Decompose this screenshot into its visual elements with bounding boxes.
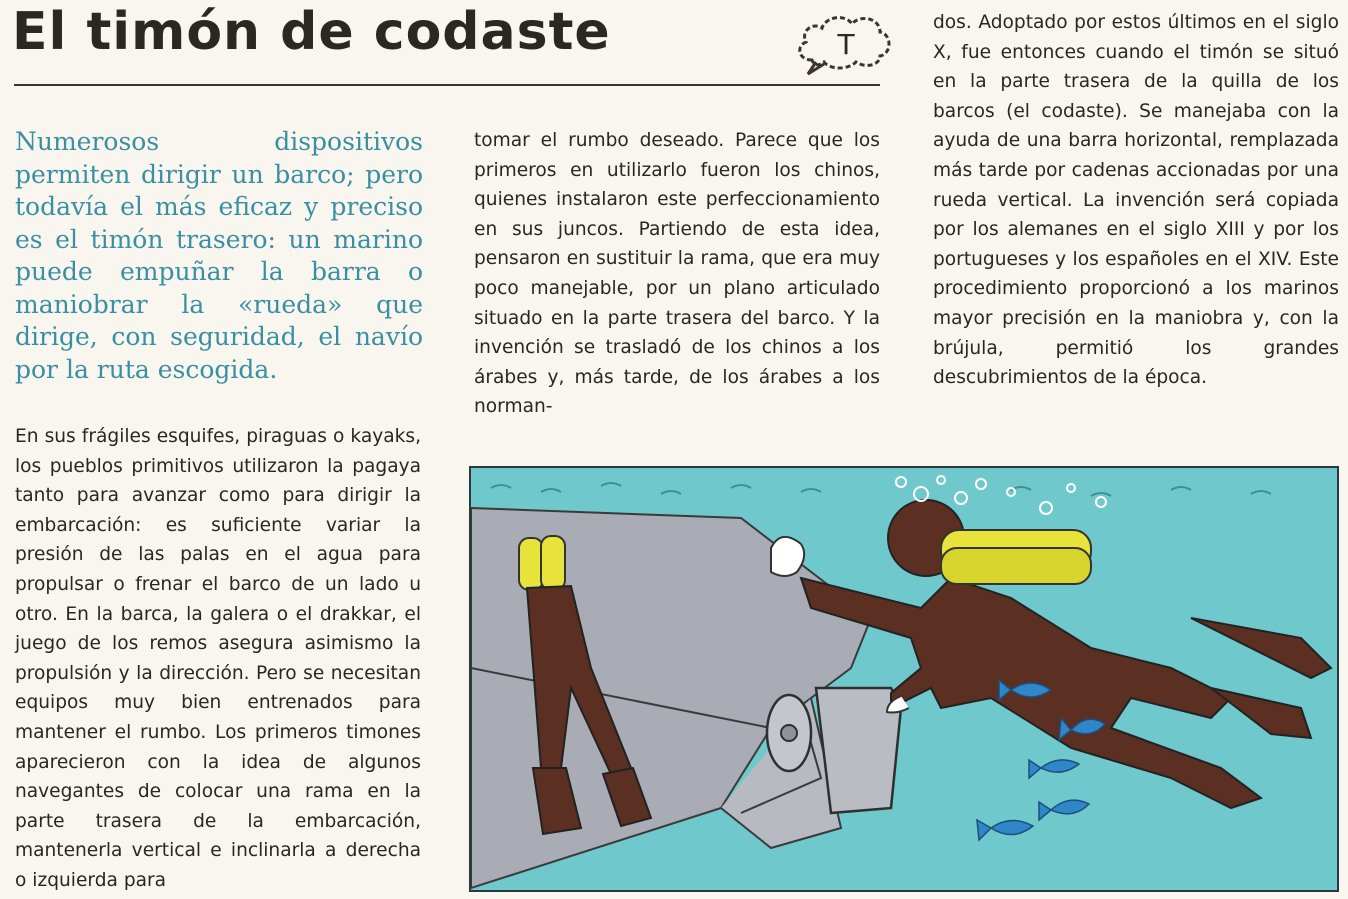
page-title: El timón de codaste	[12, 2, 611, 62]
diver-rudder-illustration	[469, 466, 1339, 892]
lead-paragraph: Numerosos dispositivos permiten dirigir un barco; pero todavía el más eficaz y preciso es el timón trasero: un marino puede empuñar la barra o maniobrar la «rueda» que dirige, con seguridad, el navío por la ruta escogida.	[15, 127, 423, 384]
water-surface-lines	[491, 483, 1271, 496]
cloud-icon	[794, 10, 894, 78]
title-rule	[14, 84, 880, 86]
body-column-2: tomar el rumbo deseado. Parece que los primeros en utilizarlo fueron los chinos, quienes instalaron este perfeccionamiento en sus juncos. Partiendo de esta idea, pensaron en sustituir la rama, que era muy poco manejable, por un plano articulado situado en la parte trasera del barco. Y la invención se trasladó de los chinos a los árabes y, más tarde, de los árabes a los norman-	[474, 130, 880, 418]
body-column-3: dos. Adoptado por estos últimos en el siglo X, fue entonces cuando el timón se situó en la parte trasera de la quilla de los barcos (el codaste). Se manejaba con la ayuda de una barra horizontal, remplazada más tarde por cadenas accionadas por una rueda vertical. La invención será copiada por los alemanes en el siglo XIII y por los portugueses y los españoles en el XIV. Este procedimiento proporcionó a los marinos mayor precisión en la maniobra y, con la brújula, permitió los grandes descubrimientos de la época.	[933, 12, 1339, 389]
badge-letter: T	[837, 28, 855, 61]
topic-badge	[794, 10, 894, 78]
body-column-1: En sus frágiles esquifes, piraguas o kayaks, los pueblos primitivos utilizaron la pagaya tanto para avanzar como para dirigir la embarcación: es suficiente variar la presión de las palas en el agua para propulsar o frenar el barco de un lado u otro. En la barca, la galera o el drakkar, el juego de los remos asegura asimismo la propulsión y la dirección. Pero se necesitan equipos muy bien entrenados para mantener el rumbo. Los primeros timones aparecieron con la idea de algunos navegantes de colocar una rama en la parte trasera de la embarcación, mantenerla vertical e inclinarla a derecha o izquierda para	[15, 426, 421, 891]
